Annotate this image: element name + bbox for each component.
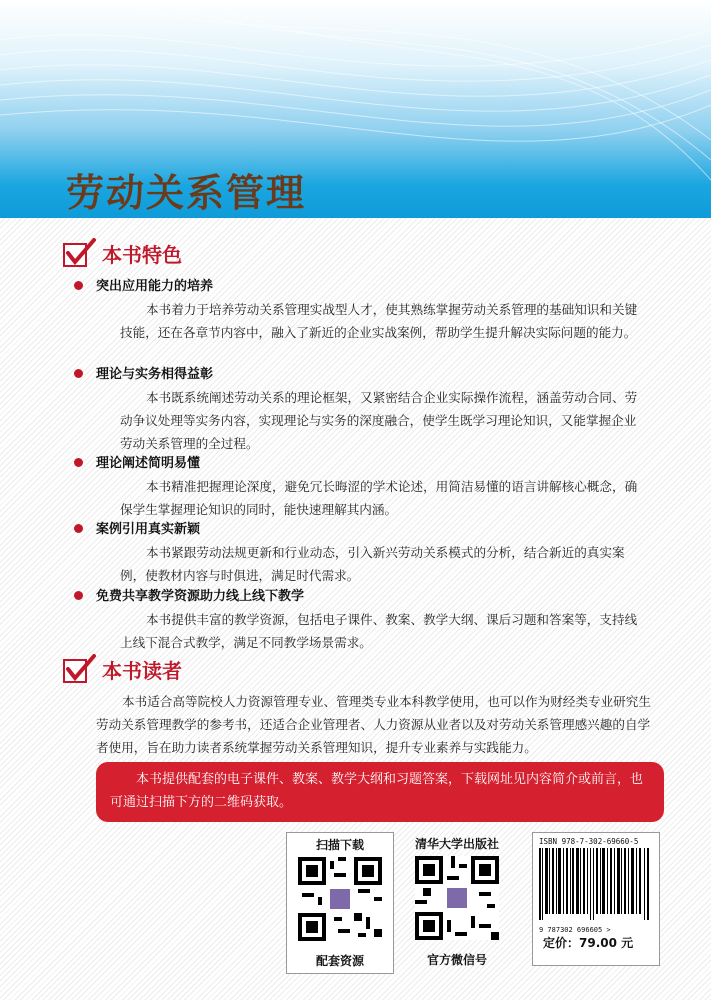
feature-item	[96, 453, 656, 521]
bullet-dot-icon	[74, 591, 83, 600]
qr-top-label: 扫描下载	[315, 838, 364, 852]
feature-body: 本书提供丰富的教学资源，包括电子课件、教案、教学大纲、课后习题和答案等，支持线上线下混合式教学，满足不同教学场景需求。	[120, 612, 638, 650]
barcode-digits: 9 787302 696605 >	[539, 926, 611, 934]
bullet-dot-icon	[74, 281, 83, 290]
qr-top-label: 清华大学出版社	[414, 837, 499, 851]
cover-header	[0, 0, 711, 218]
qr-code-icon[interactable]	[415, 856, 499, 940]
qr-wechat-box[interactable]	[404, 832, 510, 972]
isbn-text: ISBN 978-7-302-69660-5	[539, 837, 639, 846]
qr-code-icon[interactable]	[298, 857, 382, 941]
resource-notice: 本书提供配套的电子课件、教案、教学大纲和习题答案，下载网址见内容简介或前言，也可通过扫描下方的二维码获取。	[96, 762, 664, 822]
isbn-barcode-box	[532, 832, 660, 966]
feature-item	[96, 276, 656, 344]
bullet-dot-icon	[74, 458, 83, 467]
checkbox-check-icon	[62, 654, 96, 684]
feature-title: 理论与实务相得益彰	[96, 367, 214, 382]
book-title: 劳动关系管理	[66, 170, 307, 215]
feature-item	[96, 364, 656, 455]
readers-body: 本书适合高等院校人力资源管理专业、管理类专业本科教学使用，也可以作为财经类专业研究生劳动关系管理教学的参考书，还适合企业管理者、人力资源从业者以及对劳动关系管理感兴趣的自学者使用，旨在助力读者系统掌握劳动关系管理知识，提升专业素养与实践能力。	[96, 694, 651, 755]
feature-body: 本书精准把握理论深度，避免冗长晦涩的学术论述，用简洁易懂的语言讲解核心概念，确保学生掌握理论知识的同时，能快速理解其内涵。	[120, 479, 638, 517]
features-title: 本书特色	[102, 242, 182, 267]
feature-item	[96, 586, 656, 654]
feature-title: 理论阐述简明易懂	[96, 456, 201, 471]
feature-title: 突出应用能力的培养	[96, 279, 214, 294]
checkbox-check-icon	[62, 238, 96, 268]
feature-item	[96, 519, 656, 587]
readers-title: 本书读者	[102, 658, 182, 683]
qr-download-box[interactable]	[286, 832, 394, 974]
feature-body: 本书既系统阐述劳动关系的理论框架，又紧密结合企业实际操作流程，涵盖劳动合同、劳动争议处理等实务内容，实现理论与实务的深度融合，使学生既学习理论知识，又能掌握企业劳动关系管理的全过程。	[120, 390, 638, 451]
bullet-dot-icon	[74, 524, 83, 533]
price-label: 定价：79.00 元	[543, 936, 634, 950]
feature-title: 案例引用真实新颖	[96, 522, 201, 537]
bullet-dot-icon	[74, 369, 83, 378]
qr-bottom-label: 配套资源	[315, 954, 364, 968]
qr-bottom-label: 官方微信号	[426, 953, 487, 967]
feature-body: 本书紧跟劳动法规更新和行业动态，引入新兴劳动关系模式的分析，结合新近的真实案例，使教材内容与时俱进，满足时代需求。	[120, 545, 625, 583]
features-heading	[62, 238, 182, 268]
barcode-icon	[539, 848, 653, 926]
feature-body: 本书着力于培养劳动关系管理实战型人才，使其熟练掌握劳动关系管理的基础知识和关键技能，还在各章节内容中，融入了新近的企业实战案例，帮助学生提升解决实际问题的能力。	[120, 302, 638, 340]
feature-title: 免费共享教学资源助力线上线下教学	[96, 589, 305, 604]
readers-heading	[62, 654, 182, 684]
